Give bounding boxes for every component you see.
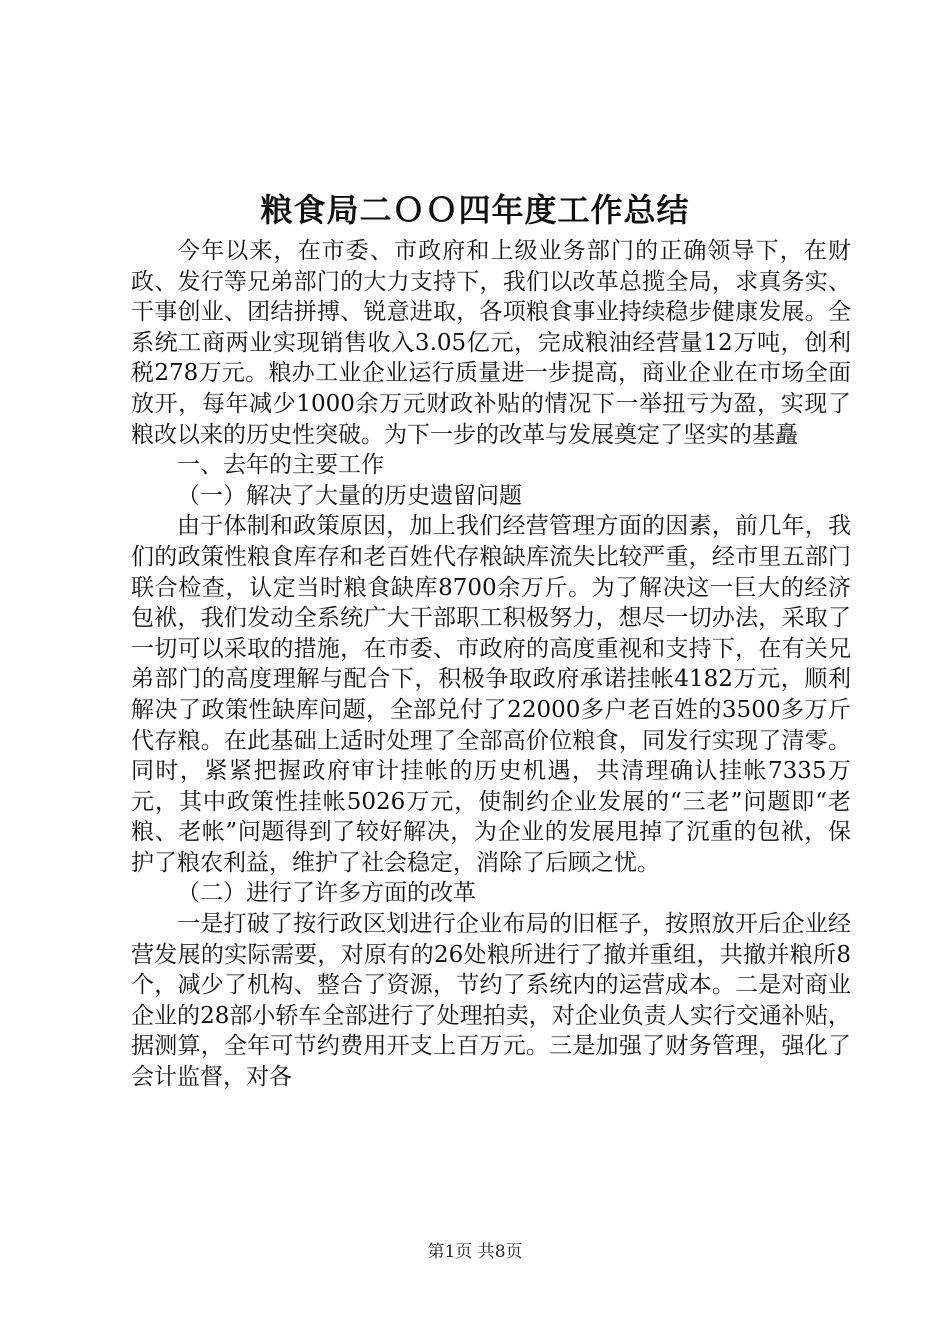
subsection-heading-historical-issues: （一）解决了大量的历史遗留问题 [177,482,522,509]
section-heading-main-work: 一、去年的主要工作 [177,452,384,479]
paragraph-intro: 今年以来，在市委、市政府和上级业务部门的正确领导下，在财政、发行等兄弟部门的大力支持下，我们以改革总揽全局，求真务实、干事创业、团结拼搏、锐意进取，各项粮食事业持续稳步健康发展。全系统工商两业实现销售收入3.05亿元，完成粮油经营量12万吨，创利税278万元。粮办工业企业运行质量进一步提高，商业企业在市场全面放开，每年减少1000余万元财政补贴的情况下一举扭亏为盈，实现了粮改以来的历史性突破。为下一步的改革与发展奠定了坚实的基矗 [131,238,851,448]
page-number-footer: 第1页 共8页 [427,1242,523,1262]
paragraph-reforms: 一是打破了按行政区划进行企业布局的旧框子，按照放开后企业经营发展的实际需要，对原有的26处粮所进行了撤并重组，共撤并粮所8个，减少了机构、整合了资源，节约了系统内的运营成本。二是对商业企业的28部小轿车全部进行了处理拍卖，对企业负责人实行交通补贴，据测算，全年可节约费用开支上百万元。三是加强了财务管理，强化了会计监督，对各 [131,911,851,1091]
paragraph-historical-issues: 由于体制和政策原因，加上我们经营管理方面的因素，前几年，我们的政策性粮食库存和老百姓代存粮缺库流失比较严重，经市里五部门联合检查，认定当时粮食缺库8700余万斤。为了解决这一巨大的经济包袱，我们发动全系统广大干部职工积极努力，想尽一切办法，采取了一切可以采取的措施，在市委、市政府的高度重视和支持下，在有关兄弟部门的高度理解与配合下，积极争取政府承诺挂帐4182万元，顺利解决了政策性缺库问题，全部兑付了22000多户老百姓的3500多万斤代存粮。在此基础上适时处理了全部高价位粮食，同发行实现了清零。同时，紧紧把握政府审计挂帐的历史机遇，共清理确认挂帐7335万元，其中政策性挂帐5026万元，使制约企业发展的“三老”问题即“老粮、老帐”问题得到了较好解决，为企业的发展甩掉了沉重的包袱，保护了粮农利益，维护了社会稳定，消除了后顾之忧。 [131,513,851,876]
document-body [131,236,851,1093]
subsection-heading-reforms: （二）进行了许多方面的改革 [177,880,476,907]
document-title: 粮食局二ＯＯ四年度工作总结 [260,191,690,229]
